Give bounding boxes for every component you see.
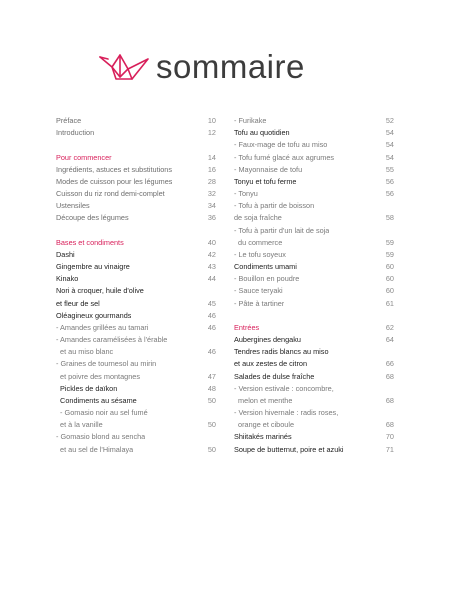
toc-entry-title: Dashi [56, 249, 75, 259]
toc-entry[interactable] [234, 164, 394, 176]
toc-entry-title: - Graines de tournesol au mirin [56, 359, 157, 369]
toc-page-number: 59 [385, 249, 394, 259]
toc-entry[interactable] [234, 346, 394, 358]
toc-page-number: 64 [385, 335, 394, 345]
toc-entry[interactable] [234, 371, 394, 383]
page-header [98, 42, 305, 92]
toc-page-number: 60 [385, 262, 394, 272]
toc-column-left [56, 115, 216, 456]
toc-section-heading[interactable] [234, 322, 394, 334]
toc-page-number: 61 [385, 298, 394, 308]
toc-entry-title: Salades de dulse fraîche [234, 371, 315, 381]
toc-entry-title: et aux zestes de citron [234, 359, 308, 369]
toc-entry[interactable] [234, 298, 394, 310]
toc-entry-title: Aubergines dengaku [234, 335, 301, 345]
toc-entry-title: Pickles de daïkon [56, 383, 118, 393]
toc-section-heading[interactable] [56, 237, 216, 249]
toc-page-number: 71 [385, 444, 394, 454]
toc-entry[interactable] [56, 212, 216, 224]
toc-entry-title: - Le tofu soyeux [234, 249, 286, 259]
toc-entry-title: Cuisson du riz rond demi-complet [56, 189, 165, 199]
toc-page-number: 46 [207, 322, 216, 332]
toc-page-number: 14 [207, 152, 216, 162]
toc-entry[interactable] [56, 188, 216, 200]
toc-entry[interactable] [234, 334, 394, 346]
toc-entry-title: Shiitakés marinés [234, 432, 292, 442]
toc-page-number: 42 [207, 249, 216, 259]
toc-spacer [234, 310, 394, 322]
toc-entry-title: - Version estivale : concombre, [234, 383, 334, 393]
toc-page-number: 16 [207, 164, 216, 174]
toc-page-number: 68 [385, 371, 394, 381]
toc-entry[interactable] [234, 431, 394, 443]
toc-entry[interactable] [234, 152, 394, 164]
toc-entry[interactable] [234, 383, 394, 395]
toc-entry[interactable] [56, 298, 216, 310]
toc-entry-title: - Bouillon en poudre [234, 274, 300, 284]
toc-page-number: 46 [207, 347, 216, 357]
toc-page-number: 60 [385, 274, 394, 284]
toc-entry-title: melon et menthe [234, 395, 293, 405]
toc-entry[interactable] [56, 371, 216, 383]
toc-page-number: 62 [385, 322, 394, 332]
toc-page-number: 47 [207, 371, 216, 381]
toc-entry[interactable] [56, 444, 216, 456]
toc-page-number: 56 [385, 189, 394, 199]
toc-entry-title: - Amandes grillées au tamari [56, 322, 149, 332]
toc-entry-title: Introduction [56, 128, 95, 138]
toc-entry-title: Modes de cuisson pour les légumes [56, 176, 173, 186]
toc-page-number: 60 [385, 286, 394, 296]
toc-entry[interactable] [56, 115, 216, 127]
toc-page-number: 44 [207, 274, 216, 284]
toc-entry-title: et à la vanille [56, 420, 103, 430]
toc-entry-title: Tofu au quotidien [234, 128, 290, 138]
toc-entry[interactable] [234, 139, 394, 151]
toc-entry[interactable] [56, 431, 216, 443]
toc-entry-title: et poivre des montagnes [56, 371, 140, 381]
toc-entry[interactable] [234, 444, 394, 456]
toc-entry[interactable] [234, 212, 394, 224]
toc-entry-title: - Gomasio blond au sencha [56, 432, 146, 442]
toc-entry[interactable] [56, 164, 216, 176]
toc-entry-title: - Version hivernale : radis roses, [234, 408, 339, 418]
toc-entry-title: Préface [56, 116, 82, 125]
toc-entry[interactable] [56, 358, 216, 370]
toc-entry-title: - Furikake [234, 116, 267, 125]
toc-page-number: 40 [207, 237, 216, 247]
toc-entry-title: - Pâte à tartiner [234, 298, 285, 308]
toc-entry-title: - Tofu fumé glacé aux agrumes [234, 152, 335, 162]
toc-entry-title: Tonyu et tofu ferme [234, 176, 297, 186]
toc-entry-title: - Tofu à partir de boisson [234, 201, 315, 211]
toc-page-number: 68 [385, 395, 394, 405]
toc-entry[interactable] [234, 285, 394, 297]
toc-entry[interactable] [56, 395, 216, 407]
toc-page-number: 12 [207, 128, 216, 138]
toc-entry-title: - Gomasio noir au sel fumé [56, 408, 148, 418]
toc-column-right [234, 115, 394, 456]
toc-entry[interactable] [56, 127, 216, 139]
toc-entry[interactable] [234, 115, 394, 127]
toc-section-heading[interactable] [56, 152, 216, 164]
toc-entry[interactable] [56, 407, 216, 419]
toc-page-number: 52 [385, 116, 394, 125]
toc-page-number: 46 [207, 310, 216, 320]
toc-entry-title: du commerce [234, 237, 283, 247]
toc-entry-title: et au sel de l'Himalaya [56, 444, 134, 454]
toc-entry[interactable] [234, 407, 394, 419]
toc-entry[interactable] [234, 261, 394, 273]
toc-spacer [56, 225, 216, 237]
toc-page-number: 34 [207, 201, 216, 211]
toc-entry-title: - Amandes caramélisées à l'érable [56, 335, 168, 345]
toc-page-number: 48 [207, 383, 216, 393]
toc-entry[interactable] [56, 249, 216, 261]
toc-entry-title: Bases et condiments [56, 237, 124, 247]
toc-entry[interactable] [56, 261, 216, 273]
origami-crane-icon [98, 47, 150, 87]
toc-entry-title: Tendres radis blancs au miso [234, 347, 329, 357]
toc-entry-title: - Tofu à partir d'un lait de soja [234, 225, 330, 235]
toc-entry[interactable] [234, 273, 394, 285]
toc-entry-title: - Faux-mage de tofu au miso [234, 140, 328, 150]
toc-entry-title: - Tonyu [234, 189, 258, 199]
toc-entry-title: Condiments au sésame [56, 395, 137, 405]
toc-page-number: 36 [207, 213, 216, 223]
toc-page-number: 68 [385, 420, 394, 430]
toc-entry-title: Nori à croquer, huile d'olive [56, 286, 144, 296]
toc-page-number: 55 [385, 164, 394, 174]
toc-page-number: 54 [385, 140, 394, 150]
toc-entry-title: et fleur de sel [56, 298, 100, 308]
toc-entry-title: Ingrédients, astuces et substitutions [56, 164, 173, 174]
toc-page-number: 28 [207, 176, 216, 186]
toc-entry[interactable] [56, 322, 216, 334]
toc-entry[interactable] [234, 419, 394, 431]
toc-entry-title: Entrées [234, 322, 260, 332]
toc-spacer [56, 139, 216, 151]
toc-page-number: 50 [207, 395, 216, 405]
toc-entry[interactable] [56, 419, 216, 431]
toc-entry-title: - Sauce teryaki [234, 286, 283, 296]
toc-entry[interactable] [56, 273, 216, 285]
toc-entry[interactable] [56, 346, 216, 358]
toc-entry-title: - Mayonnaise de tofu [234, 164, 303, 174]
toc-page-number: 66 [385, 359, 394, 369]
toc-entry-title: orange et ciboule [234, 420, 295, 430]
toc-entry-title: Pour commencer [56, 152, 112, 162]
toc-entry-title: Découpe des légumes [56, 213, 129, 223]
toc-entry[interactable] [234, 225, 394, 237]
toc-page-number: 43 [207, 262, 216, 272]
toc-entry[interactable] [56, 383, 216, 395]
toc-entry[interactable] [56, 285, 216, 297]
toc-entry[interactable] [56, 200, 216, 212]
toc-entry-title: Kinako [56, 274, 79, 284]
toc-page-number: 50 [207, 420, 216, 430]
toc-entry[interactable] [234, 237, 394, 249]
toc-page-number: 54 [385, 152, 394, 162]
toc-entry-title: Soupe de butternut, poire et azuki [234, 444, 344, 454]
toc-entry-title: de soja fraîche [234, 213, 282, 223]
toc-page-number: 32 [207, 189, 216, 199]
toc-page-number: 50 [207, 444, 216, 454]
toc-entry-title: et au miso blanc [56, 347, 114, 357]
toc-entry-title: Oléagineux gourmands [56, 310, 132, 320]
toc-entry-title: Gingembre au vinaigre [56, 262, 130, 272]
toc-page-number: 56 [385, 176, 394, 186]
toc-page-number: 10 [207, 116, 216, 125]
toc-entry[interactable] [56, 176, 216, 188]
toc-entry[interactable] [234, 188, 394, 200]
toc-entry[interactable] [234, 200, 394, 212]
toc-entry[interactable] [56, 334, 216, 346]
toc-entry[interactable] [234, 358, 394, 370]
toc-page-number: 45 [207, 298, 216, 308]
page-title: sommaire [156, 48, 305, 85]
toc-entry-title: Ustensiles [56, 201, 90, 211]
toc-entry[interactable] [234, 249, 394, 261]
toc-page-number: 70 [385, 432, 394, 442]
toc-page-number: 54 [385, 128, 394, 138]
toc-entry[interactable] [234, 395, 394, 407]
toc-entry[interactable] [234, 176, 394, 188]
toc-entry-title: Condiments umami [234, 262, 297, 272]
toc-page-number: 58 [385, 213, 394, 223]
toc-entry[interactable] [234, 127, 394, 139]
toc-entry[interactable] [56, 310, 216, 322]
toc-page-number: 59 [385, 237, 394, 247]
